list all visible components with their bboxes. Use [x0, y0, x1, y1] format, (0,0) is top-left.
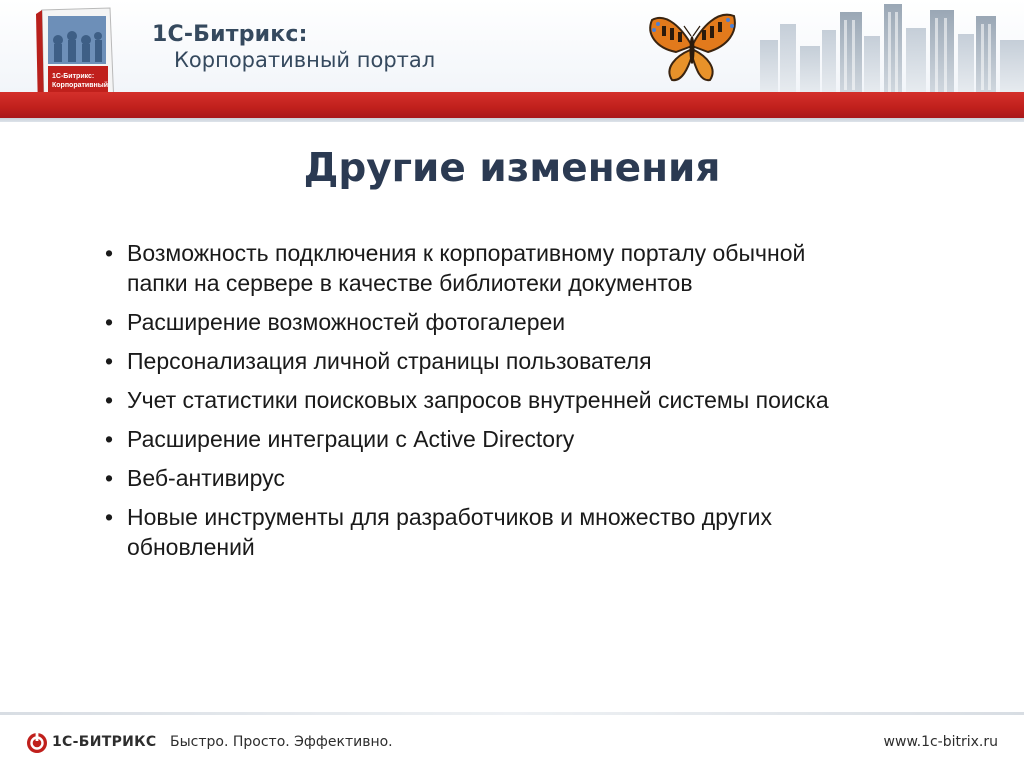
- slide-title: Другие изменения: [303, 146, 721, 191]
- footer-tagline: Быстро. Просто. Эффективно.: [170, 734, 393, 750]
- bullet-item: [105, 424, 865, 454]
- bullet-item: [105, 238, 865, 298]
- bullet-dot-icon: •: [105, 309, 114, 335]
- bullet-text: Возможность подключения к корпоративному порталу обычной папки на сервере в качестве библиотеки документов: [127, 240, 806, 296]
- bullet-text: Новые инструменты для разработчиков и множество других обновлений: [127, 504, 772, 560]
- bullet-item: [105, 346, 865, 376]
- bullet-text: Расширение интеграции с Active Directory: [127, 426, 575, 452]
- bullet-dot-icon: •: [105, 504, 114, 530]
- bullet-text: Расширение возможностей фотогалереи: [127, 309, 566, 335]
- bullet-dot-icon: •: [105, 387, 114, 413]
- bullet-text: Веб-антивирус: [127, 465, 285, 491]
- city-skyline-image: [760, 0, 1024, 96]
- bullet-dot-icon: •: [105, 348, 114, 374]
- slide-footer: [0, 716, 1024, 768]
- box-label-1: 1С-Битрикс:: [52, 73, 95, 80]
- bullet-text: Учет статистики поисковых запросов внутренней системы поиска: [127, 387, 829, 413]
- bullet-list: [105, 238, 865, 571]
- butterfly-image: [646, 6, 738, 88]
- bullet-item: [105, 385, 865, 415]
- bullet-item: [105, 463, 865, 493]
- bullet-dot-icon: •: [105, 240, 114, 266]
- box-label-2: Корпоративный: [52, 82, 109, 89]
- header-red-band: [0, 92, 1024, 118]
- bullet-item: [105, 502, 865, 562]
- footer-logo-text: 1С-БИТРИКС: [52, 734, 157, 750]
- bullet-text: Персонализация личной страницы пользователя: [127, 348, 652, 374]
- header-shadow: [0, 118, 1024, 122]
- bullet-dot-icon: •: [105, 426, 114, 452]
- brand-title: 1С-Битрикс:: [152, 22, 308, 47]
- footer-divider: [0, 712, 1024, 715]
- slide-header: [0, 0, 1024, 122]
- footer-site-url[interactable]: www.1c-bitrix.ru: [883, 734, 998, 750]
- bullet-item: [105, 307, 865, 337]
- brand-subtitle: Корпоративный портал: [174, 48, 436, 72]
- bullet-dot-icon: •: [105, 465, 114, 491]
